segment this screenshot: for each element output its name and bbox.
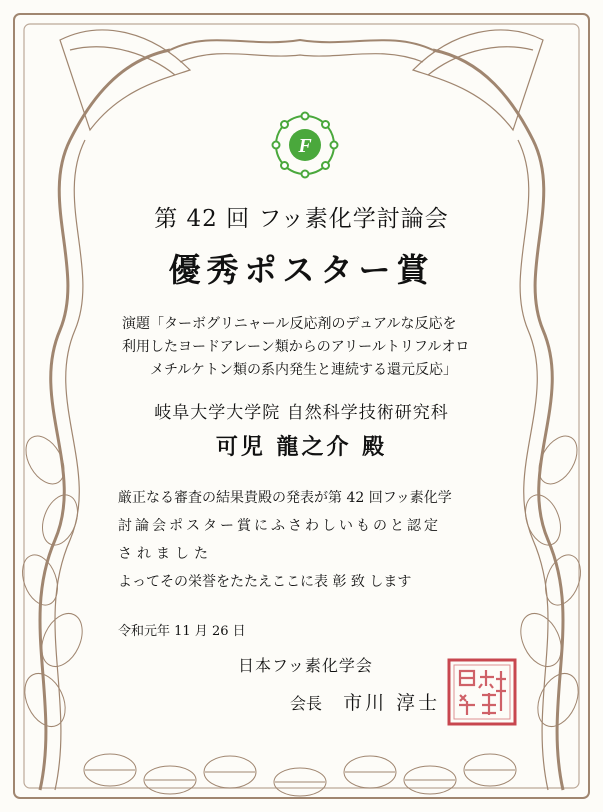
society-name: 日本フッ素化学会	[238, 656, 373, 675]
body-line: よってその栄誉をたたえここに表 彰 致 します	[118, 574, 412, 590]
award-title: 優秀ポスター賞	[168, 251, 435, 289]
official-seal-stamp	[446, 657, 518, 727]
logo-letter: F	[298, 135, 312, 157]
recipient-affiliation: 岐阜大学大学院 自然科学技術研究科	[154, 403, 449, 423]
theme-line: メチルケトン類の系内発生と連続する還元反応」	[150, 362, 458, 378]
body-line: 討論会ポスター賞にふさわしいものと認定	[118, 518, 441, 534]
society-logo-icon	[270, 110, 340, 180]
theme-line: 利用したヨードアレーン類からのアリールトリフルオロ	[122, 339, 470, 355]
presentation-theme	[122, 313, 512, 382]
president-title: 会長	[290, 694, 323, 713]
recipient-name: 可児 龍之介 殿	[215, 434, 388, 460]
body-line: 厳正なる審査の結果貴殿の発表が第 42 回フッ素化学	[118, 490, 452, 506]
award-date: 令和元年 11 月 26 日	[118, 624, 246, 639]
theme-line: 演題「ターボグリニャール反応剤のデュアルな反応を	[122, 316, 457, 332]
body-line: されました	[118, 546, 213, 562]
conference-title: 第 42 回 フッ素化学討論会	[154, 206, 449, 232]
certificate-body	[118, 484, 508, 596]
president-signature-line	[290, 688, 440, 715]
president-name: 市川 淳士	[343, 692, 441, 714]
